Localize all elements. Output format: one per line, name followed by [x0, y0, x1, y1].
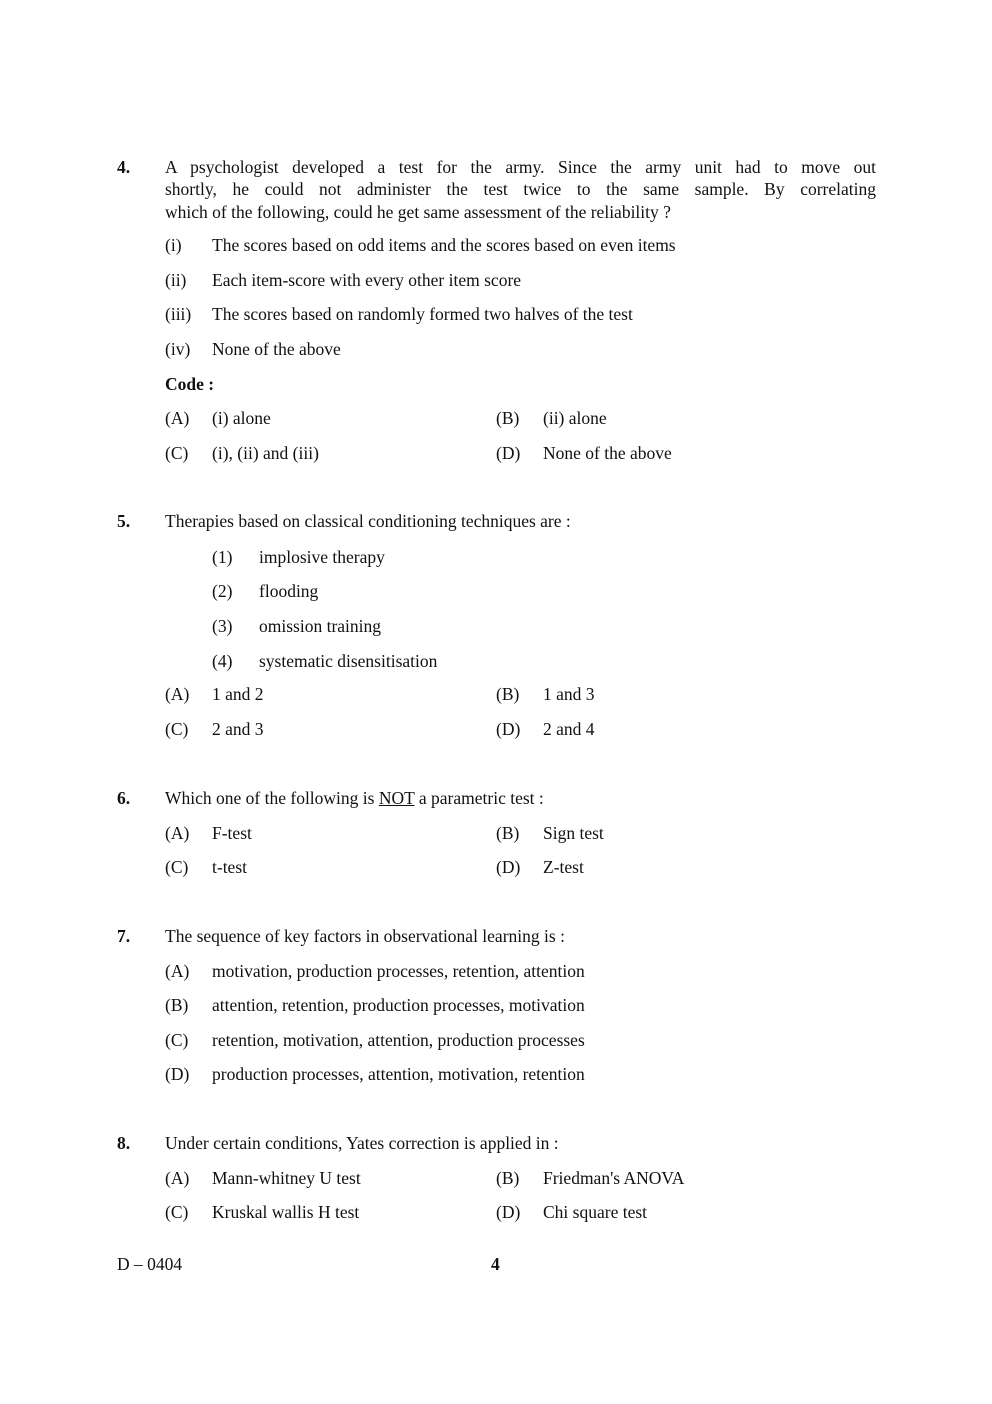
option-text: 2 and 4 [543, 719, 595, 739]
option-text: attention, retention, production processes, motivation [212, 995, 585, 1015]
option-text: Chi square test [543, 1202, 648, 1222]
question-stem: The sequence of key factors in observational learning is : [165, 926, 565, 946]
item-text: Each item-score with every other item score [212, 270, 522, 290]
item-label: (ii) [165, 270, 187, 290]
option-label: (C) [165, 1202, 189, 1222]
option-label: (D) [496, 719, 521, 739]
option-label: (C) [165, 719, 189, 739]
item-text: implosive therapy [259, 547, 385, 567]
option-label: (B) [496, 684, 520, 704]
option-text: motivation, production processes, retention, attention [212, 961, 585, 981]
option-label: (B) [496, 408, 520, 428]
code-label: Code : [165, 374, 215, 394]
option-text: 1 and 2 [212, 684, 264, 704]
option-text: Mann-whitney U test [212, 1168, 361, 1188]
item-text: flooding [259, 581, 319, 601]
item-label: (2) [212, 581, 233, 601]
question-stem: Under certain conditions, Yates correction is applied in : [165, 1133, 559, 1153]
option-label: (A) [165, 408, 190, 428]
item-label: (3) [212, 616, 233, 636]
question-number: 4. [117, 157, 131, 177]
item-text: None of the above [212, 339, 341, 359]
option-label: (A) [165, 961, 190, 981]
option-label: (D) [496, 857, 521, 877]
item-label: (4) [212, 651, 233, 671]
item-text: omission training [259, 616, 382, 636]
option-label: (C) [165, 857, 189, 877]
question-stem [165, 787, 544, 809]
option-text: (i) alone [212, 408, 271, 428]
option-label: (B) [496, 823, 520, 843]
option-label: (D) [496, 443, 521, 463]
item-label: (1) [212, 547, 233, 567]
item-label: (i) [165, 235, 182, 255]
question-stem: which of the following, could he get same assessment of the reliability ? [165, 202, 671, 222]
question-number: 5. [117, 511, 131, 531]
emphasized-word: NOT [378, 788, 415, 808]
question-stem: shortly, he could not administer the test twice to the same sample. By correlating [165, 179, 876, 199]
option-label: (B) [496, 1168, 520, 1188]
question-number: 8. [117, 1133, 131, 1153]
option-label: (A) [165, 823, 190, 843]
option-text: Sign test [543, 823, 604, 843]
option-text: production processes, attention, motivation, retention [212, 1064, 585, 1084]
option-text: None of the above [543, 443, 672, 463]
option-label: (D) [496, 1202, 521, 1222]
option-text: retention, motivation, attention, production processes [212, 1030, 585, 1050]
option-text: 2 and 3 [212, 719, 264, 739]
item-label: (iv) [165, 339, 191, 359]
item-label: (iii) [165, 304, 192, 324]
option-label: (C) [165, 1030, 189, 1050]
option-text: 1 and 3 [543, 684, 595, 704]
stem-text: a parametric test : [414, 788, 544, 808]
option-label: (A) [165, 1168, 190, 1188]
item-text: The scores based on randomly formed two halves of the test [212, 304, 633, 324]
question-stem: Therapies based on classical conditioning techniques are : [165, 511, 571, 531]
option-text: Kruskal wallis H test [212, 1202, 360, 1222]
option-text: Friedman's ANOVA [543, 1168, 685, 1188]
question-number: 7. [117, 926, 131, 946]
item-text: systematic disensitisation [259, 651, 438, 671]
option-label: (B) [165, 995, 189, 1015]
option-label: (A) [165, 684, 190, 704]
option-text: t-test [212, 857, 247, 877]
item-text: The scores based on odd items and the scores based on even items [212, 235, 676, 255]
option-text: F-test [212, 823, 252, 843]
option-text: Z-test [543, 857, 584, 877]
option-label: (D) [165, 1064, 190, 1084]
option-text: (ii) alone [543, 408, 607, 428]
option-label: (C) [165, 443, 189, 463]
stem-text: Which one of the following is [165, 788, 379, 808]
page-number: 4 [491, 1254, 500, 1274]
question-stem: A psychologist developed a test for the army. Since the army unit had to move out [165, 157, 876, 177]
question-number: 6. [117, 788, 131, 808]
option-text: (i), (ii) and (iii) [212, 443, 319, 463]
footer-code: D – 0404 [117, 1254, 183, 1274]
